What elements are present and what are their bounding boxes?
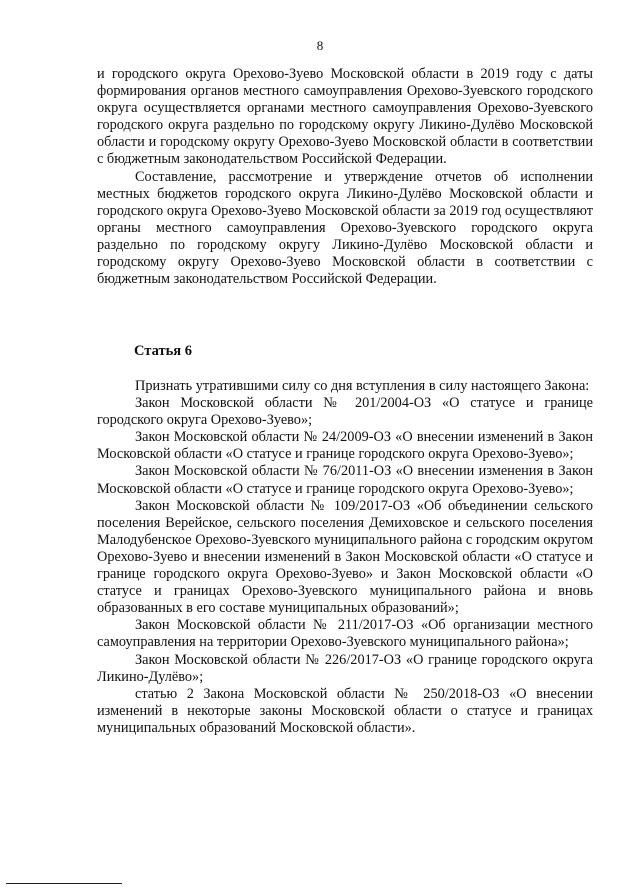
article-5-continuation <box>97 66 593 288</box>
repealed-law-item: Закон Московской области № 109/2017-ОЗ «Об объединении сельского поселения Верейское, сельского поселения Демиховское и сельского поселения Малодубенское Орехово-Зуевского муниципального района с городским округом Орехово-Зуево и внесении изменений в Закон Московской области «О статусе и границе городского округа Орехово-Зуево» и Закон Московской области «О статусе и границах Орехово-Зуевского муниципального района и вновь образованных в его составе муниципальных образований»; <box>97 497 593 617</box>
repealed-law-item: статью 2 Закона Московской области № 250/2018-ОЗ «О внесении изменений в некоторые законы Московской области о статусе и границах муниципальных образований Московской области». <box>97 685 593 736</box>
article-6-intro: Признать утратившими силу со дня вступления в силу настоящего Закона: <box>135 378 590 394</box>
paragraph-budget-execution: и городского округа Орехово-Зуево Московской области в 2019 году с даты формирования органов местного самоуправления Орехово-Зуевского городского округа осуществляется органами местного самоуправления Орехово-Зуевского городского округа раздельно по городскому округу Ликино-Дулёво Московской области и городскому округу Орехово-Зуево Московской области в соответствии с бюджетным законодательством Российской Федерации. <box>97 66 593 168</box>
page-number: 8 <box>316 38 324 53</box>
article-6-body <box>97 378 593 737</box>
article-6-heading: Статья 6 <box>134 343 192 359</box>
footnote-divider <box>6 883 122 885</box>
repealed-law-item: Закон Московской области № 226/2017-ОЗ «О границе городского округа Ликино-Дулёво»; <box>97 651 593 685</box>
repealed-law-item: Закон Московской области № 76/2011-ОЗ «О внесении изменения в Закон Московской области «О статусе и границе городского округа Орехово-Зуево»; <box>97 463 593 497</box>
repealed-law-item: Закон Московской области № 24/2009-ОЗ «О внесении изменений в Закон Московской области «О статусе и границе городского округа Орехово-Зуево»; <box>97 429 593 463</box>
paragraph-budget-reports: Составление, рассмотрение и утверждение отчетов об исполнении местных бюджетов городского округа Ликино-Дулёво Московской области и городского округа Орехово-Зуево Московской области за 2019 год осуществляют органы местного самоуправления Орехово-Зуевского городского округа раздельно по городскому округу Ликино-Дулёво Московской области и городскому округу Орехово-Зуево Московской области в соответствии с бюджетным законодательством Российской Федерации. <box>97 168 593 288</box>
repealed-law-item: Закон Московской области № 201/2004-ОЗ «О статусе и границе городского округа Орехово-Зуево»; <box>97 395 593 429</box>
repealed-law-item: Закон Московской области № 211/2017-ОЗ «Об организации местного самоуправления на территории Орехово-Зуевского муниципального района»; <box>97 617 593 651</box>
